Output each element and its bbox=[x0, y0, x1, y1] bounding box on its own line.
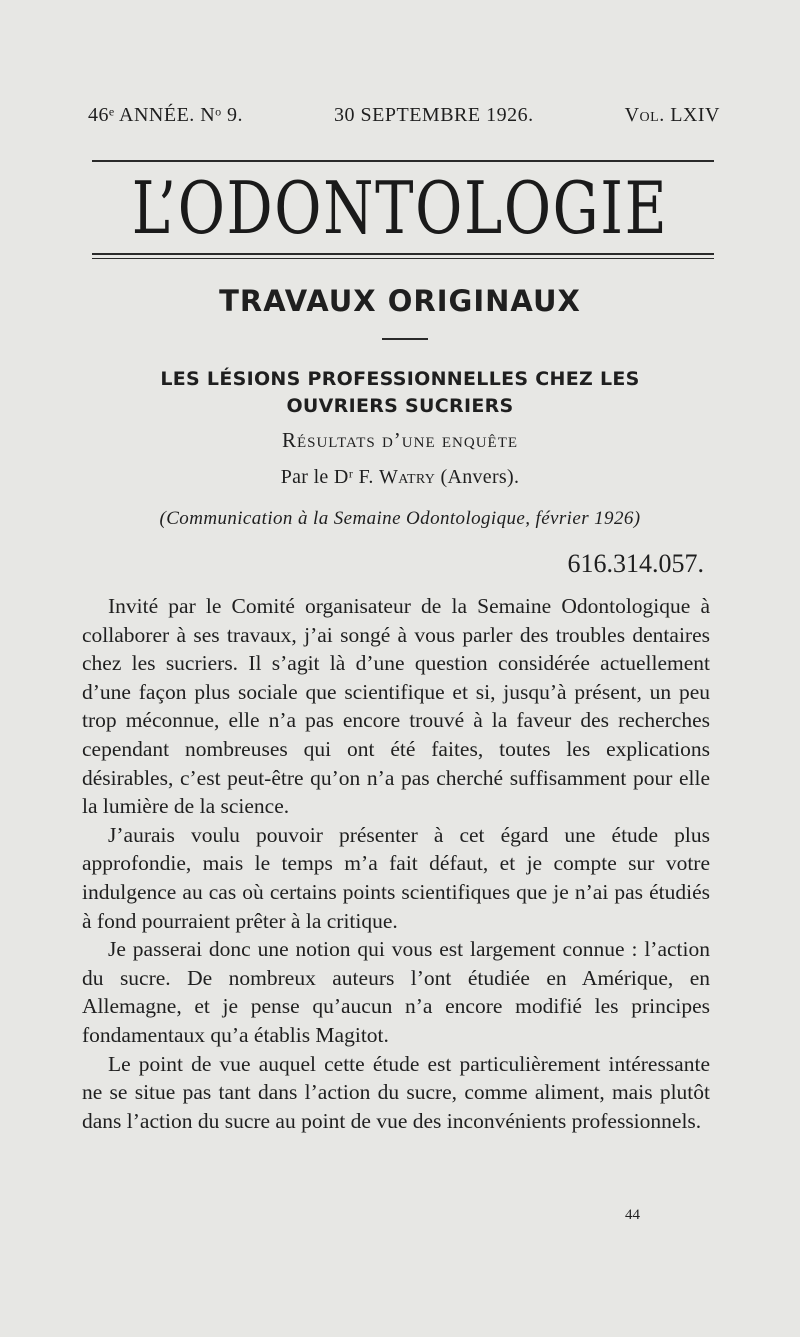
journal-title: L’ODONTOLOGIE bbox=[131, 166, 669, 250]
article-title-line-2: OUVRIERS SUCRIERS bbox=[286, 395, 514, 417]
byline-suffix: (Anvers). bbox=[435, 466, 520, 488]
section-divider bbox=[382, 338, 428, 340]
paragraph: Invité par le Comité organisateur de la Semaine Odontologique à collaborer à ses travaux, j’ai songé à vous parler des troubles dentaires chez les sucriers. Il s’agit là d’une question considérée actuellement d’une façon plus sociale que scientifique et si, jusqu’à présent, un peu trop méconnue, elle n’a pas encore trouvé à la faveur des recherches cependant nombreuses qui ont été faites, toutes les explications désirables, c’est peut-être qu’on n’a pas cherché suffisamment pour elle la lumière de la science. bbox=[82, 594, 710, 819]
section-title: TRAVAUX ORIGINAUX bbox=[219, 284, 581, 318]
paragraph: Le point de vue auquel cette étude est particulièrement intéressante ne se situe pas tant dans l’action du sucre, comme aliment, mais plutôt dans l’action du sucre au point de vue des inconvénients professionnels. bbox=[82, 1051, 710, 1133]
classification-number: 616.314.057. bbox=[567, 549, 704, 578]
article-body bbox=[82, 592, 710, 1135]
masthead-rule-bottom-thin bbox=[92, 258, 714, 259]
article-title-line-1: LES LÉSIONS PROFESSIONNELLES CHEZ LES bbox=[160, 368, 640, 390]
article-title bbox=[100, 366, 700, 420]
issue-number: 46ᵉ ANNÉE. Nᵒ 9. bbox=[88, 104, 243, 126]
article-subtitle: Résultats d’une enquête bbox=[281, 428, 519, 452]
paragraph: J’aurais voulu pouvoir présenter à cet égard une étude plus approfondie, mais le temps m’a fait défaut, et je compte sur votre indulgence au cas où certains points scientifiques que je n’ai pas étudiés à fond pourraient prêter à la critique. bbox=[82, 822, 710, 933]
communication-note: (Communication à la Semaine Odontologique, février 1926) bbox=[159, 508, 641, 529]
issue-header bbox=[88, 104, 720, 127]
issue-date: 30 SEPTEMBRE 1926. bbox=[334, 104, 534, 126]
byline-prefix: Par le Dʳ F. bbox=[280, 466, 380, 488]
volume-number: Vol. LXIV bbox=[624, 104, 720, 126]
page-number: 44 bbox=[625, 1207, 640, 1223]
paragraph: Je passerai donc une notion qui vous est largement connue : l’action du sucre. De nombreux auteurs l’ont étudiée en Amérique, en Allemagne, et je pense qu’aucun n’a encore modifié les principes fondamentaux qu’a établis Magitot. bbox=[82, 937, 710, 1047]
article-byline bbox=[0, 466, 800, 489]
masthead-rule-top bbox=[92, 160, 714, 162]
author-name: Watry bbox=[379, 466, 436, 488]
masthead-rule-bottom bbox=[92, 253, 714, 255]
